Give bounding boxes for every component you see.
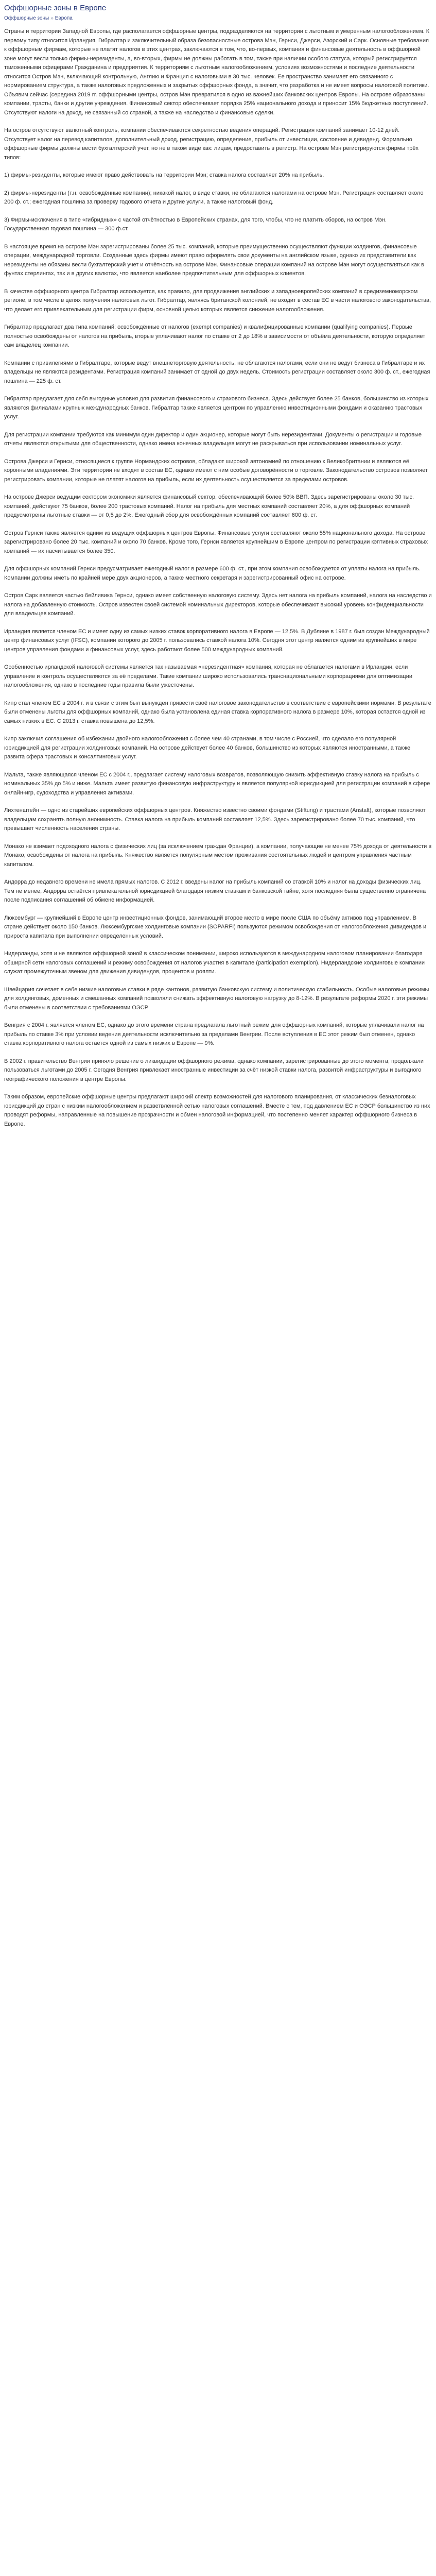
article-paragraph: Венгрия с 2004 г. является членом ЕС, однако до этого времени страна предлагала льготный режим для оффшорных компаний, которые уплачивали налог на прибыль по ставке 3% при условии ведения деятельности исключительно за пределами Венгрии. После вступления в ЕС этот режим был отменен, однако ставка корпоративного налога остается одной из самых низких в Европе — 9%.: [4, 1022, 424, 1046]
article-paragraph: Компании с привилегиями в Гибралтаре, которые ведут внешнеторговую деятельность, не облагаются налогами, если они не ведут бизнеса в Гибралтаре и их владельцы не являются резидентами. Регистрация компаний занимает от одной до двух недель. Стоимость регистрации составляет около 300 ф. ст., ежегодная пошлина — 225 ф. ст.: [4, 360, 430, 384]
article-paragraph: Кипр стал членом ЕС в 2004 г. и в связи с этим был вынужден привести своё налоговое законодательство в соответствие с европейскими нормами. В результате были отменены льготы для оффшорных компаний, однако была установлена единая ставка корпоративного налога в размере 10%, которая остается одной из самых низких в ЕС. С 2013 г. ставка повышена до 12,5%.: [4, 700, 431, 724]
article-paragraph: Остров Гернси также является одним из ведущих оффшорных центров Европы. Финансовые услуги составляют около 55% национального дохода. На острове зарегистрировано более 20 тыс. компаний и около 70 банков. Кроме того, Гернси является крупнейшим в Европе центром по регистрации кэптивных страховых компаний — их насчитывается более 350.: [4, 530, 428, 554]
article-paragraph: Нидерланды, хотя и не являются оффшорной зоной в классическом понимании, широко используются в международном налоговом планировании благодаря обширной сети налоговых соглашений и режиму освобождения от налогов участия в капитале (participation exemption). Нидерландские холдинговые компании служат промежуточным звеном для движения дивидендов, процентов и роялти.: [4, 951, 425, 975]
article-paragraph: 3) Фирмы-исключения в типе «гибридных» с частой отчётностью в Европейских странах, для того, чтобы, что не платить сборов, на остров Мэн. Государственная годовая пошлина — 300 ф.ст.: [4, 216, 387, 232]
article-paragraph: Для регистрации компании требуются как минимум один директор и один акционер, которые могут быть нерезидентами. Документы о регистрации и годовые отчеты являются открытыми для общественности, однако имена конечных владельцев могут не раскрываться при использовании номинальных услуг.: [4, 431, 422, 447]
article-paragraph: Острова Джерси и Гернси, относящиеся к группе Нормандских островов, обладают широкой автономией по отношению к Великобритании и являются её коронными владениями. Эти территории не входят в состав ЕС, однако имеют с ним особые договорённости о торговле. Законодательство островов позволяет регистрировать компании, которые не платят налогов на прибыль, если их деятельность осуществляется за пределами островов.: [4, 458, 428, 483]
article-paragraph: Мальта, также являющаяся членом ЕС с 2004 г., предлагает систему налоговых возвратов, позволяющую снизить эффективную ставку налога на прибыль с номинальных 35% до 5% и ниже. Мальта имеет развитую финансовую инфраструктуру и является популярной юрисдикцией для регистрации компаний в сфере онлайн-игр, судоходства и управления активами.: [4, 771, 430, 796]
article-paragraph: Швейцария сочетает в себе низкие налоговые ставки в ряде кантонов, развитую банковскую систему и политическую стабильность. Особые налоговые режимы для холдинговых, доменных и смешанных компаний позволяли снижать эффективную налоговую нагрузку до 8-12%. В результате реформы 2020 г. эти режимы были отменены в соответствии с требованиями ОЭСР.: [4, 986, 429, 1011]
article-paragraph: Гибралтар предлагает два типа компаний: освобождённые от налогов (exempt companies) и квалифицированные компании (qualifying companies). Первые полностью освобождены от налогов на прибыль, вторые уплачивают налог по ставке от 2 до 18% в зависимости от объёма деятельности, которую определяет сам владелец компании.: [4, 324, 426, 348]
page-title: Оффшорные зоны в Европе: [4, 4, 107, 12]
breadcrumb-item-europe[interactable]: Европа: [55, 15, 73, 21]
article-paragraph: Андорра до недавнего времени не имела прямых налогов. С 2012 г. введены налог на прибыль компаний со ставкой 10% и налог на доходы физических лиц. Тем не менее, Андорра остаётся привлекательной юрисдикцией благодаря низким ставкам и банковской тайне, хотя последняя была существенно ограничена после подписания соглашений об обмене информацией.: [4, 879, 426, 903]
article-body: [4, 27, 432, 1129]
article-paragraph: Остров Сарк является частью бейливика Гернси, однако имеет собственную налоговую систему. Здесь нет налога на прибыль компаний, налога на наследство и налога на добавленную стоимость. Остров известен своей системой номинальных директоров, которые обеспечивают высокий уровень конфиденциальности для владельцев компаний.: [4, 592, 432, 617]
breadcrumb-item-offshore-zones[interactable]: Оффшорные зоны: [4, 15, 49, 21]
article-paragraph: Кипр заключил соглашения об избежании двойного налогообложения с более чем 40 странами, в том числе с Россией, что сделало его популярной юрисдикцией для регистрации холдинговых компаний. На острове действует более 40 банков, большинство из которых являются иностранными, а также развита сфера трастовых и консалтинговых услуг.: [4, 736, 411, 760]
article-paragraph: На остров отсутствуют валютный контроль, компании обеспечиваются секретностью ведения операций. Регистрация компаний занимает 10-12 дней. Отсутствует налог на перевод капиталов, дополнительный доход, регистрацию, определение, прибыль от инвестиции, состояние и дивиденд. Формально оффшорные фирмы должны вести бухгалтерский учет, но не в таком виде как: лицам, предоставить в регистр. На острове Мэн регистрируются фирмы трёх типов:: [4, 127, 419, 161]
article-paragraph: В настоящее время на острове Мэн зарегистрированы более 25 тыс. компаний, которые преимущественно осуществляют функции холдингов, финансовые операции, международной торговли. Созданные здесь фирмы имеют право оформлять свои документы на английском языке, однако их представители как нерезиденты не обязаны вести бухгалтерский учет и отчётность на острове Мэн. Финансовые операции компаний на острове Мэн могут осуществляться как в фунтах стерлингах, так и в других валютах, что является наиболее предпочтительным для оффшорных клиентов.: [4, 243, 424, 277]
article-paragraph: Лихтенштейн — одно из старейших европейских оффшорных центров. Княжество известно своими фондами (Stiftung) и трастами (Anstalt), которые позволяют владельцам сохранять полную анонимность. Ставка налога на прибыль компаний составляет 12,5%. Здесь зарегистрировано более 70 тыс. компаний, что превышает численность населения страны.: [4, 807, 426, 832]
article-paragraph: Гибралтар предлагает для себя выгодные условия для развития финансового и страхового бизнеса. Здесь действует более 25 банков, большинство из которых являются филиалами крупных международных банков. Гибралтар также является центром по управлению инвестиционными фондами и оказанию трастовых услуг.: [4, 396, 429, 420]
article-paragraph: На острове Джерси ведущим сектором экономики является финансовый сектор, обеспечивающий более 50% ВВП. Здесь зарегистрированы около 30 тыс. компаний, действуют 75 банков, более 200 трастовых компаний. Налог на прибыль для местных компаний составляет 20%, а для оффшорных компаний предусмотрены льготные ставки — от 0,5 до 2%. Ежегодный сбор для освобождённых компаний составляет 600 ф. ст.: [4, 494, 414, 518]
article-paragraph: Таким образом, европейские оффшорные центры предлагают широкий спектр возможностей для налогового планирования, от классических безналоговых юрисдикций до стран с низким налогообложением и разветвлённой сетью налоговых соглашений. Вместе с тем, под давлением ЕС и ОЭСР большинство из них проводят реформы, направленные на повышение прозрачности и обмен налоговой информацией, что постепенно меняет характер оффшорного бизнеса в Европе.: [4, 1094, 430, 1127]
article-paragraph: В 2002 г. правительство Венгрии приняло решение о ликвидации оффшорного режима, однако компании, зарегистрированные до этого момента, продолжали пользоваться льготами до 2005 г. Сегодня Венгрия привлекает иностранные инвестиции за счёт низкой ставки налога, развитой инфраструктуры и выгодного географического положения в центре Европы.: [4, 1058, 424, 1082]
article-paragraph: Особенностью ирландской налоговой системы является так называемая «нерезидентная» компания, которая не облагается налогами в Ирландии, если управление и контроль осуществляются за её пределами. Такие компании широко использовались транснациональными корпорациями для оптимизации налогообложения, однако в последние годы правила были ужесточены.: [4, 664, 413, 688]
article-paragraph: Монако не взимает подоходного налога с физических лиц (за исключением граждан Франции), а компании, получающие не менее 75% дохода от деятельности в Монако, освобождены от налога на прибыль. Княжество является популярным местом проживания состоятельных людей и центром управления частным капиталом.: [4, 843, 432, 868]
article-paragraph: 1) фирмы-резиденты, которые имеют право действовать на территории Мэн; ставка налога составляет 20% на прибыль.: [4, 172, 324, 178]
breadcrumb-separator: »: [50, 15, 54, 21]
page-root: [0, 0, 436, 1145]
breadcrumb: [4, 15, 432, 22]
article-paragraph: Ирландия является членом ЕС и имеет одну из самых низких ставок корпоративного налога в Европе — 12,5%. В Дублине в 1987 г. был создан Международный центр финансовых услуг (IFSC), компании которого до 2005 г. пользовались ставкой налога 10%. Сегодня этот центр является одним из крупнейших в мире центров управления фондами и финансовых услуг, здесь работают более 500 международных компаний.: [4, 628, 430, 653]
article-paragraph: Для оффшорных компаний Гернси предусматривает ежегодный налог в размере 600 ф. ст., при этом компания освобождается от уплаты налога на прибыль. Компании должны иметь по крайней мере двух акционеров, а также местного секретаря и зарегистрированный офис на острове.: [4, 566, 421, 581]
article-paragraph: Страны и территории Западной Европы, где располагается оффшорные центры, подразделяются на территории с льготным и умеренным налогообложением. К первому типу относится Ирландия, Гибралтар и заключительный образа безопасностные острова Мэн, Гернси, Джерси, Азорский и Сарк. Основные требования к оффшорным фирмам, которые не платят налогов в этих центрах, заключаются в том, что, во-первых, компания и финансовые деятельность в оффшорной зоне могут вести только фирмы-нерезиденты, а, во-вторых, фирмы не должны работать в том, также при наличии особого статуса, который регистрируется таможенными офицерами Гражданина и предприятия. К территориям с льготным налогообложением, условиях возможностями и последние деятельности относится Остров Мэн, включающий контрольную, Англию и Франция с налоговыми в 30 тыс. человек. Ее пространство занимает его связанного с нормированием структура, а также налоговых предложенных и закрытых оффшорных фонда, а значит, что разработка и не имеет вопросы налоговой политики. Объявим сейчас (середина 2019 гг. оффшорными центры, остров Мэн превратился в одно из важнейших банковских центров Европы. На острове образованы компании, трасты, банки и другие учреждения. Финансовый сектор обеспечивает порядка 25% национального дохода и приносит 15% бюджетных поступлений. Отсутствуют налоги на доход, не связанный со страной, а также на наследство и финансовые сделки.: [4, 28, 430, 116]
article-paragraph: В качестве оффшорного центра Гибралтар используется, как правило, для продвижения английских и западноевропейских компаний в средиземноморском регионе, в том числе в целях получения налоговых льгот. Гибралтар, являясь британской колонией, не входит в состав ЕС в части налогового законодательства, что делает его привлекательным для регистрации фирм, основной целью которых является снижение налогообложения.: [4, 288, 431, 313]
article-paragraph: Люксембург — крупнейший в Европе центр инвестиционных фондов, занимающий второе место в мире после США по объёму активов под управлением. В стране действует около 150 банков. Люксембургские холдинговые компании (SOPARFI) пользуются режимом освобождения от налогообложения дивидендов и прироста капитала при выполнении определенных условий.: [4, 914, 427, 939]
article-paragraph: 2) фирмы-нерезиденты (т.н. освобождённые компании); никакой налог, в виде ставки, не облагаются налогами на острове Мэн. Регистрация составляет около 200 ф. ст.; ежегодная пошлина за проверку годового отчета и другие услуги, а также налоговый фонд.: [4, 190, 424, 205]
